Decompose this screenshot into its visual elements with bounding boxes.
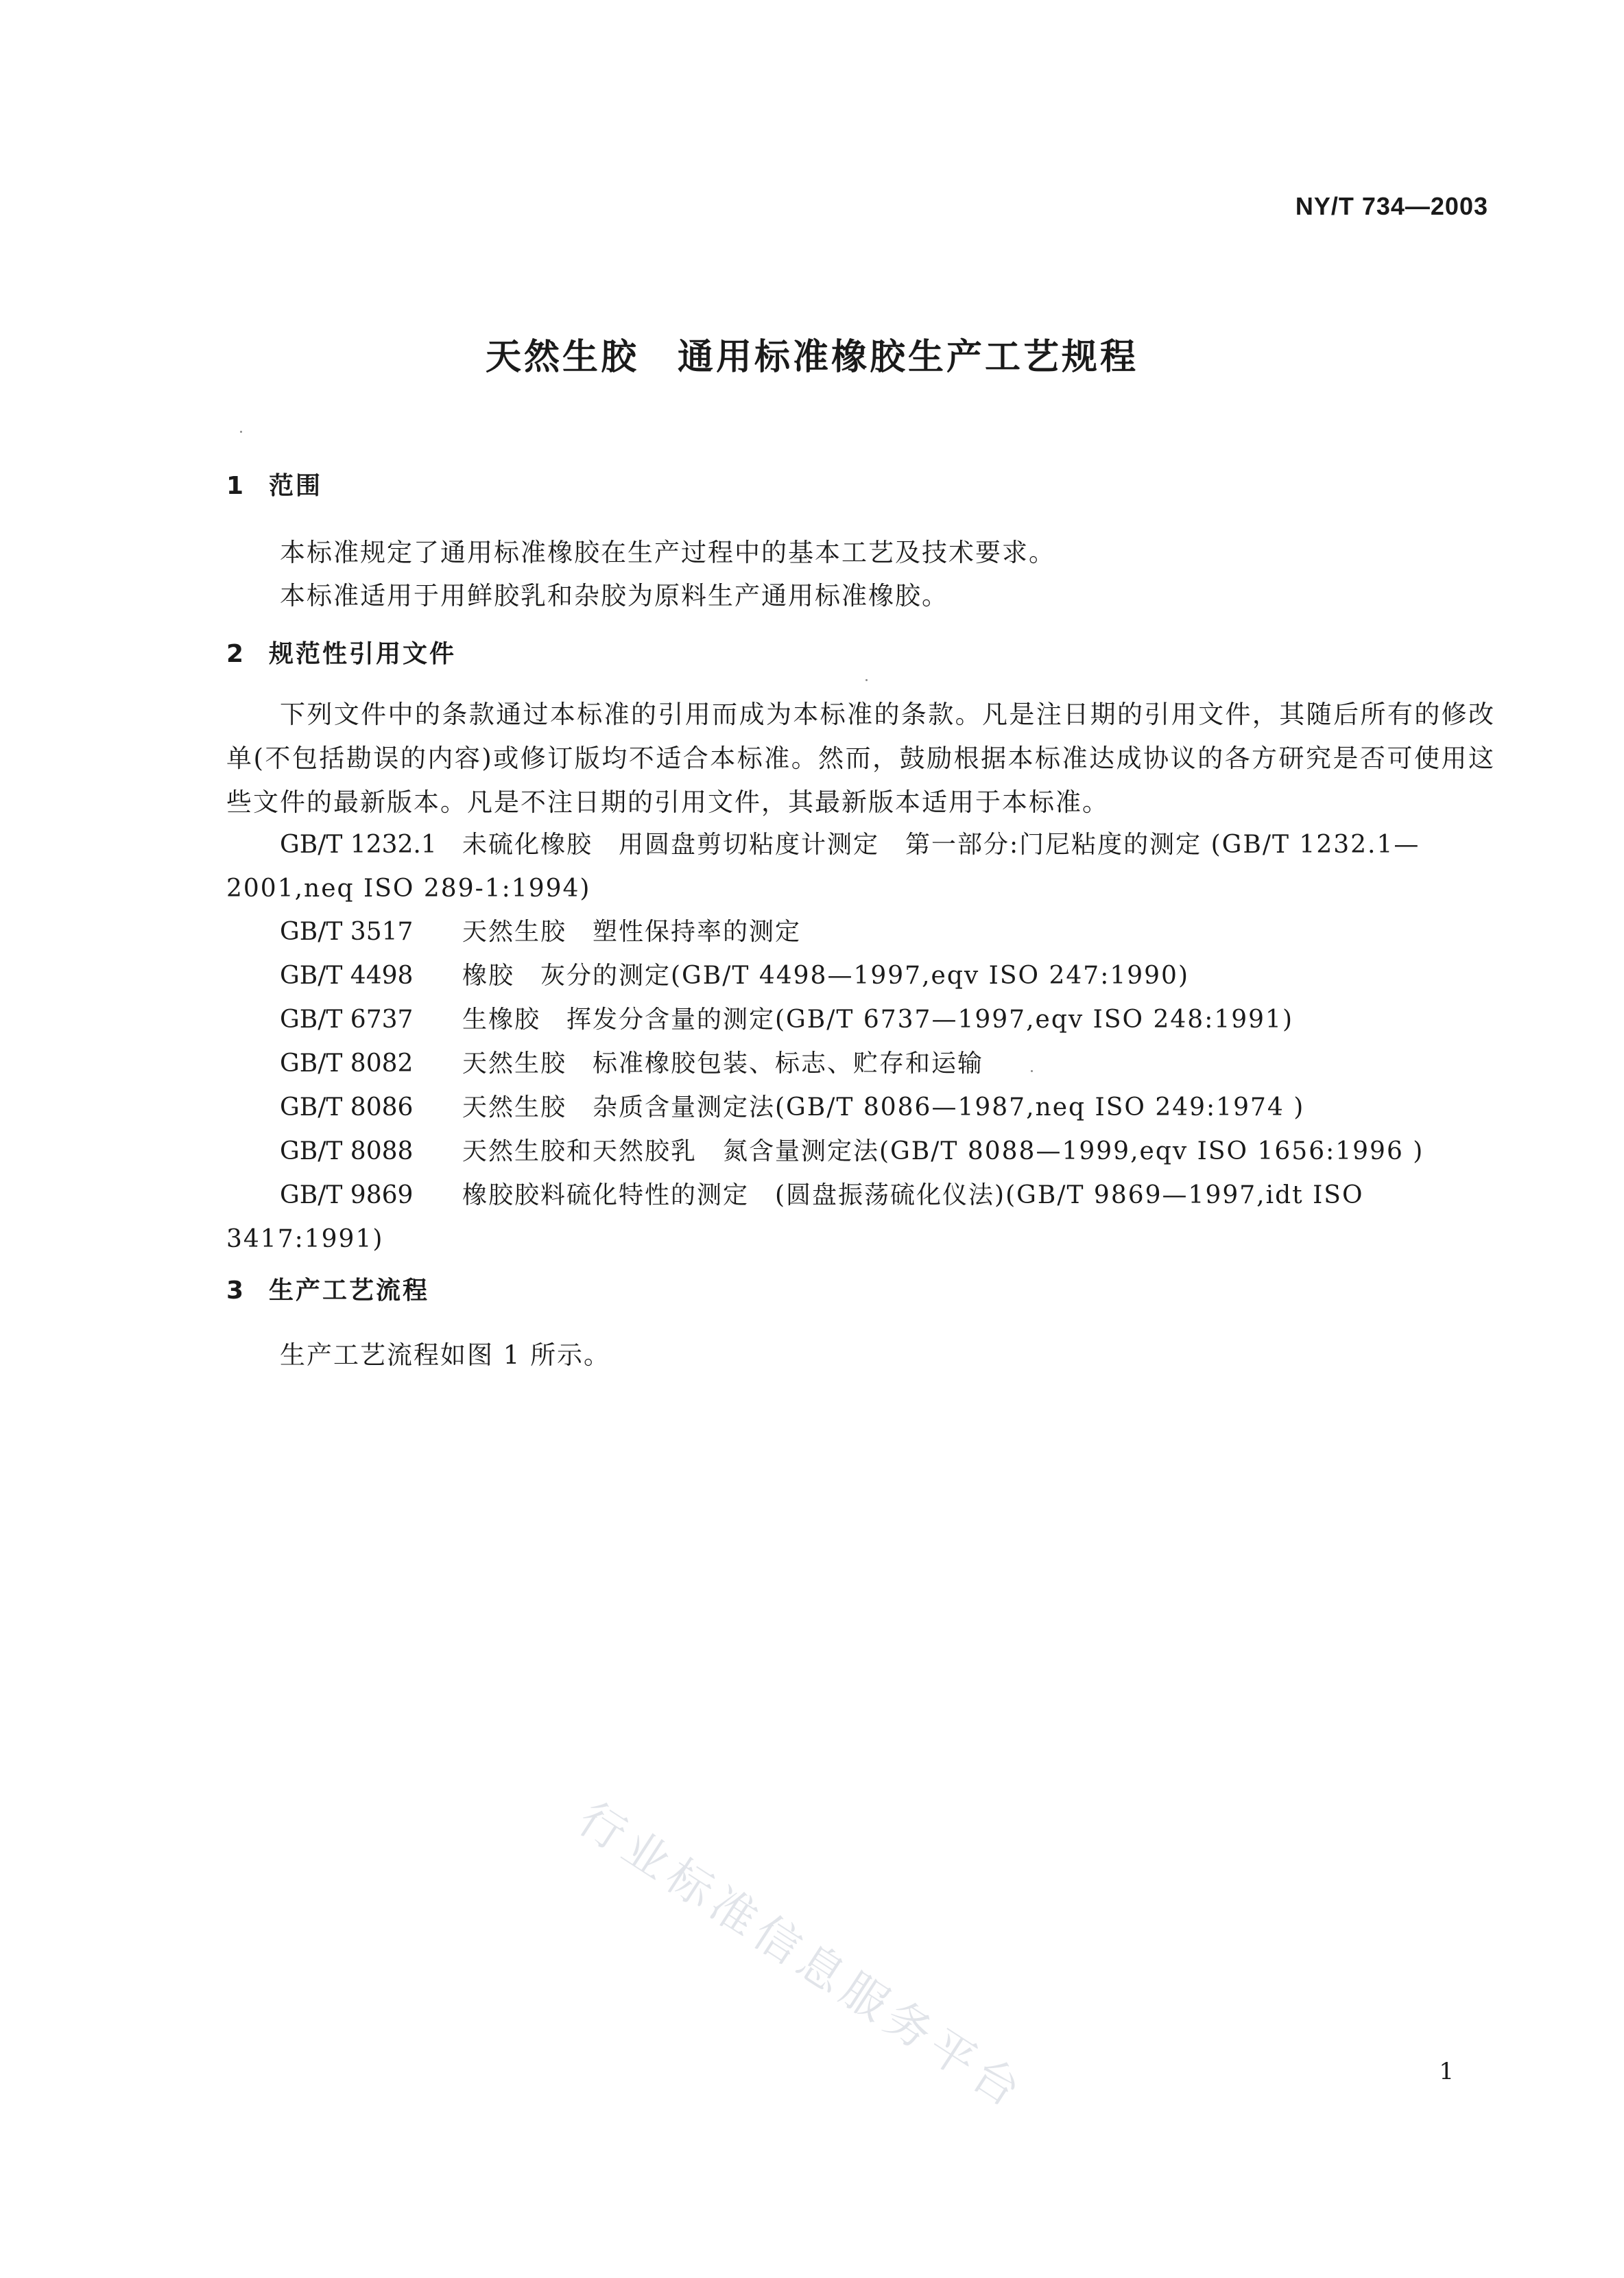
reference-item <box>226 823 1495 911</box>
section-number: 1 <box>226 472 246 500</box>
scope-paragraph: 本标准适用于用鲜胶乳和杂胶为原料生产通用标准橡胶。 <box>280 581 948 610</box>
reference-item <box>226 910 1495 954</box>
reference-code: GB/T 9869 <box>280 1181 414 1209</box>
section-title: 规范性引用文件 <box>269 640 457 668</box>
reference-title: 橡胶 灰分的测定(GB/T 4498—1997,eqv ISO 247:1990) <box>462 962 1189 990</box>
reference-code: GB/T 8086 <box>280 1093 414 1122</box>
reference-item <box>226 998 1495 1042</box>
reference-code: GB/T 8082 <box>280 1049 414 1078</box>
reference-code: GB/T 4498 <box>280 962 414 990</box>
reference-item <box>226 1130 1495 1174</box>
reference-code: GB/T 8088 <box>280 1137 414 1165</box>
section-heading-process-flow <box>226 1271 429 1306</box>
section-heading-scope <box>226 466 322 501</box>
section-title: 范围 <box>269 472 323 500</box>
references-intro-paragraph: 下列文件中的条款通过本标准的引用而成为本标准的条款。凡是注日期的引用文件，其随后所有的修改单(不包括勘误的内容)或修订版均不适合本标准。然而，鼓励根据本标准达成协议的各方研究是否可使用这些文件的最新版本。凡是不注日期的引用文件，其最新版本适用于本标准。 <box>226 700 1495 817</box>
reference-code: GB/T 3517 <box>280 918 414 946</box>
scan-speck <box>240 431 242 433</box>
scan-speck <box>1031 1070 1033 1072</box>
reference-item <box>226 1174 1495 1261</box>
document-title: 天然生胶 通用标准橡胶生产工艺规程 <box>485 337 1138 378</box>
reference-title: 未硫化橡胶 用圆盘剪切粘度计测定 第一部分:门尼粘度的测定 (GB/T 1232.1—2001,neq ISO 289-1:1994) <box>226 831 1420 903</box>
scan-speck <box>865 679 868 681</box>
reference-item <box>226 1042 1495 1086</box>
reference-title: 橡胶胶料硫化特性的测定 (圆盘振荡硫化仪法)(GB/T 9869—1997,idt ISO 3417:1991) <box>226 1181 1373 1253</box>
reference-code: GB/T 6737 <box>280 1006 414 1034</box>
reference-code: GB/T 1232.1 <box>280 831 437 859</box>
reference-title: 天然生胶 标准橡胶包装、标志、贮存和运输 <box>462 1049 984 1078</box>
reference-title: 天然生胶和天然胶乳 氮含量测定法(GB/T 8088—1999,eqv ISO 1656:1996 ) <box>462 1137 1424 1165</box>
reference-item <box>226 1086 1495 1130</box>
reference-item <box>226 954 1495 998</box>
standard-code: NY/T 734—2003 <box>1295 192 1488 220</box>
section-number: 2 <box>226 640 246 668</box>
reference-title: 天然生胶 杂质含量测定法(GB/T 8086—1987,neq ISO 249:1974 ) <box>462 1093 1305 1122</box>
reference-title: 生橡胶 挥发分含量的测定(GB/T 6737—1997,eqv ISO 248:1991) <box>462 1006 1293 1034</box>
page-number: 1 <box>1439 2058 1454 2085</box>
section-title: 生产工艺流程 <box>269 1277 430 1305</box>
section-number: 3 <box>226 1277 246 1305</box>
process-flow-paragraph: 生产工艺流程如图 1 所示。 <box>280 1340 611 1370</box>
watermark: 行业标准信息服务平台 <box>569 1792 1036 2121</box>
scope-paragraph: 本标准规定了通用标准橡胶在生产过程中的基本工艺及技术要求。 <box>280 538 1055 567</box>
section-heading-normative-references <box>226 634 456 669</box>
reference-title: 天然生胶 塑性保持率的测定 <box>462 918 802 946</box>
